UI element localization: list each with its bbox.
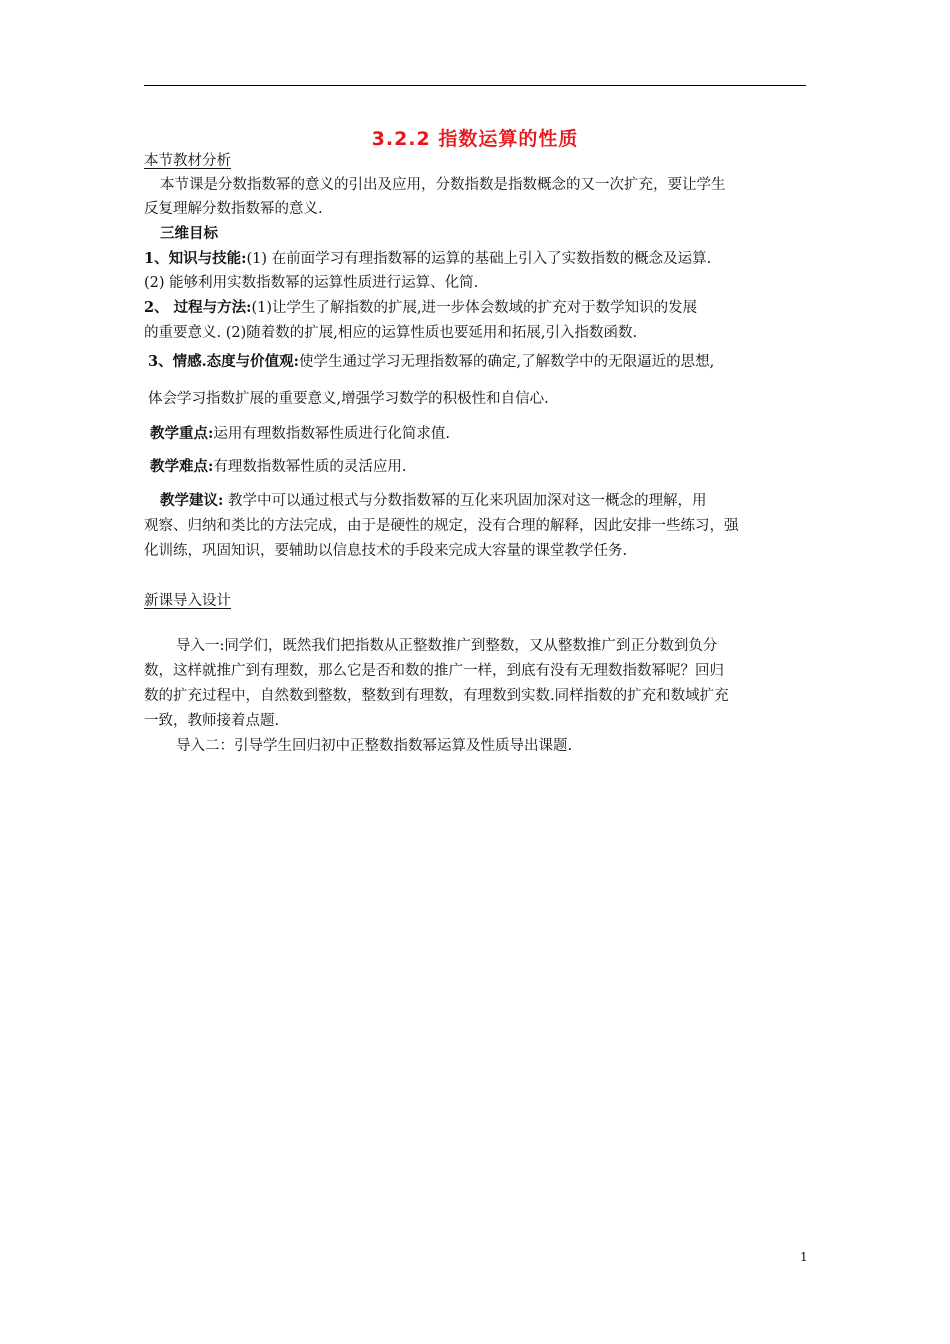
key-text: 运用有理数指数幂性质进行化简求值. — [213, 426, 450, 442]
goal-1-label: 1、知识与技能: — [144, 250, 247, 267]
goal-2-text: (1)让学生了解指数的扩展,进一步体会数域的扩充对于数学知识的发展 — [251, 300, 698, 316]
goal-3-label: 3、情感.态度与价值观: — [148, 353, 299, 370]
goal-2-label: 2、 过程与方法: — [144, 299, 252, 316]
goal-1 — [144, 249, 711, 269]
goals-heading: 三维目标 — [160, 225, 218, 242]
advice-line-2: 观察、归纳和类比的方法完成，由于是硬性的规定，没有合理的解释，因此安排一些练习，强 — [144, 518, 739, 534]
goal-2 — [144, 298, 697, 318]
difficulty-label: 教学难点: — [150, 458, 214, 475]
difficulty-text: 有理数指数幂性质的灵活应用. — [213, 459, 407, 475]
lead-1-line-2: 数，这样就推广到有理数，那么它是否和数的推广一样，到底有没有无理数指数幂呢？回归 — [144, 663, 724, 679]
section-heading-lead-in: 新课导入设计 — [144, 593, 231, 609]
advice-line-3: 化训练，巩固知识，要辅助以信息技术的手段来完成大容量的课堂教学任务. — [144, 543, 628, 559]
intro-line-2: 反复理解分数指数幂的意义. — [144, 201, 323, 217]
key-label: 教学重点: — [150, 425, 214, 442]
header-rule — [144, 85, 806, 86]
page-number: 1 — [800, 1250, 808, 1264]
goal-1-text: (1) 在前面学习有理指数幂的运算的基础上引入了实数指数的概念及运算. — [246, 251, 712, 267]
lead-1-line-1: 导入一:同学们，既然我们把指数从正整数推广到整数，又从整数推广到正分数到负分 — [176, 638, 718, 654]
goal-3-line-2: 体会学习指数扩展的重要意义,增强学习数学的积极性和自信心. — [148, 391, 549, 407]
page-title: 3.2.2 指数运算的性质 — [371, 128, 579, 150]
section-heading-analysis: 本节教材分析 — [144, 153, 231, 169]
goal-1-line-2: (2) 能够利用实数指数幂的运算性质进行运算、化简. — [144, 275, 479, 291]
lead-1-line-4: 一致，教师接着点题. — [144, 713, 280, 729]
lead-1-line-3: 数的扩充过程中，自然数到整数，整数到有理数，有理数到实数.同样指数的扩充和数域扩充 — [144, 688, 729, 704]
goal-2-line-2: 的重要意义. (2)随着数的扩展,相应的运算性质也要延用和拓展,引入指数函数. — [144, 325, 638, 341]
teaching-difficulty — [150, 457, 406, 477]
lead-2: 导入二：引导学生回归初中正整数指数幂运算及性质导出课题. — [176, 738, 573, 754]
goal-3-text: 使学生通过学习无理指数幂的确定,了解数学中的无限逼近的思想, — [299, 354, 715, 370]
teaching-advice — [160, 491, 706, 511]
goal-3 — [148, 352, 714, 372]
advice-label: 教学建议: — [160, 492, 224, 509]
intro-line-1: 本节课是分数指数幂的意义的引出及应用，分数指数是指数概念的又一次扩充，要让学生 — [160, 177, 726, 193]
teaching-key-point — [150, 424, 450, 444]
advice-text: 教学中可以通过根式与分数指数幂的互化来巩固加深对这一概念的理解，用 — [223, 493, 707, 509]
